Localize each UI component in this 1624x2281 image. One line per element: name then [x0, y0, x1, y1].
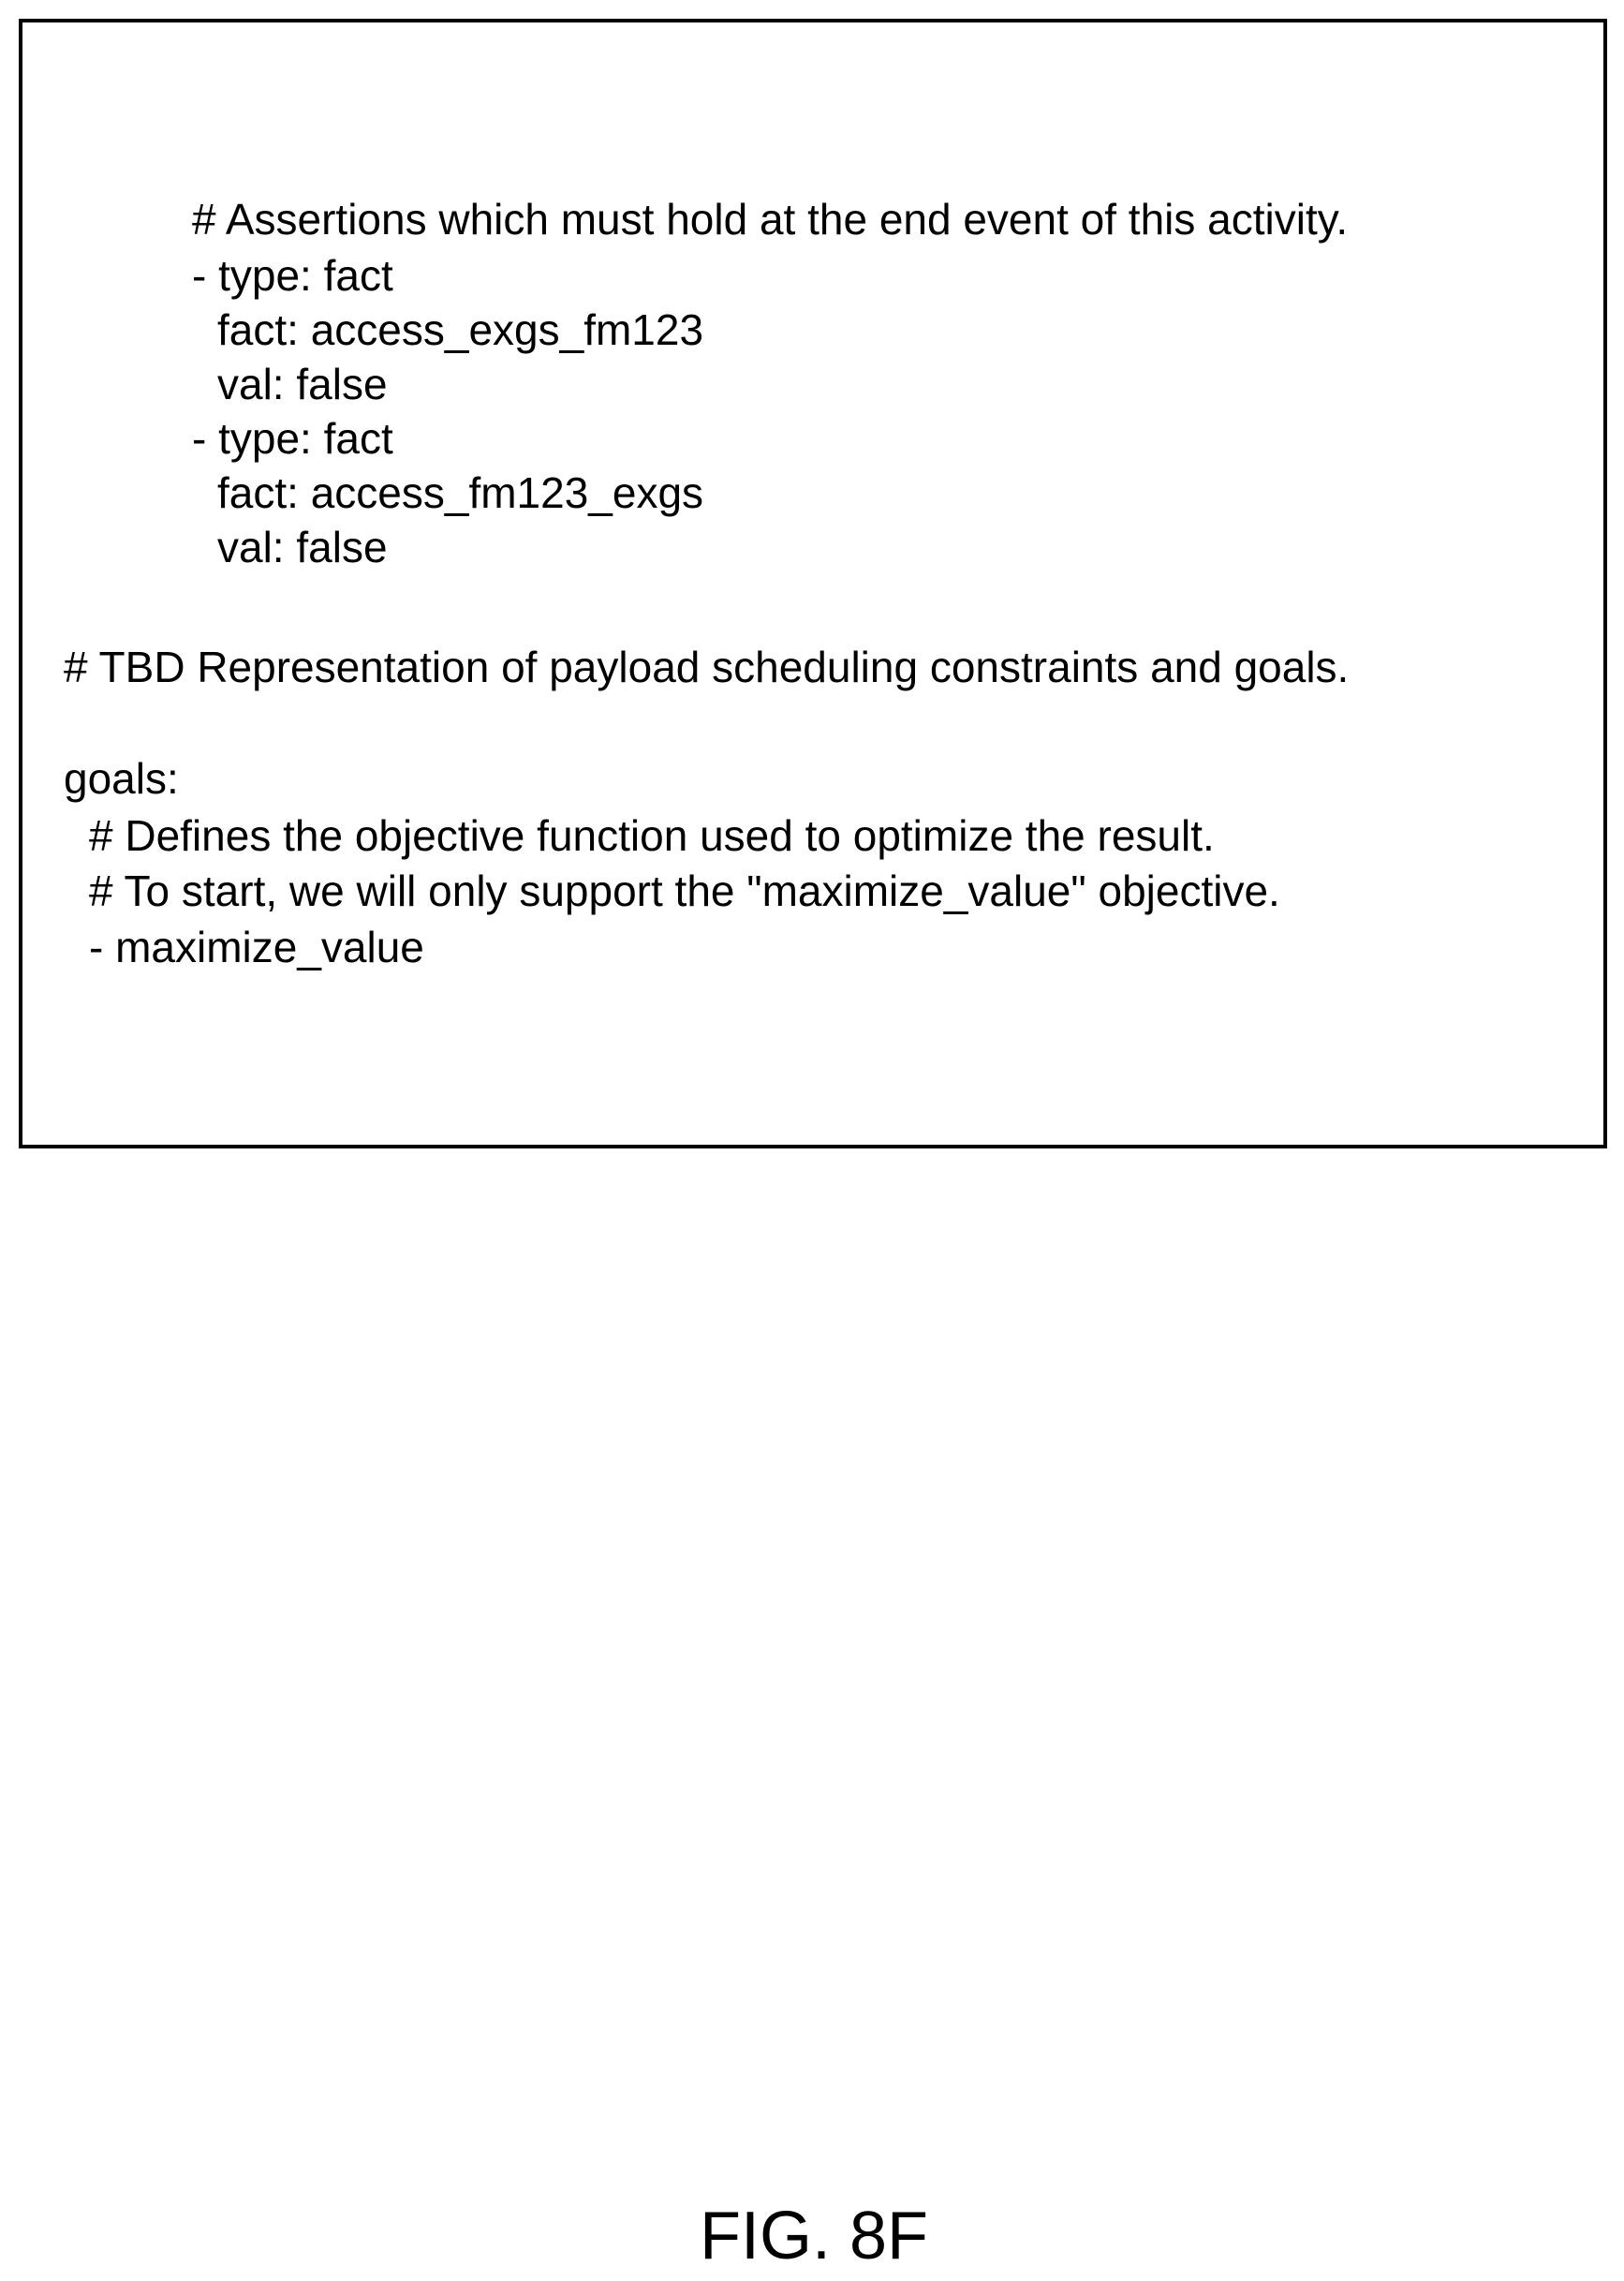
assertion-2-val: val: false: [217, 526, 388, 569]
tbd-comment: # TBD Representation of payload scheduling constraints and goals.: [64, 645, 1349, 689]
assertion-2-type: - type: fact: [192, 417, 393, 460]
goals-comment-1: # Defines the objective function used to optimize the result.: [89, 814, 1215, 857]
figure-label: FIG. 8F: [700, 2202, 928, 2270]
assertion-2-fact: fact: access_fm123_exgs: [217, 471, 703, 514]
code-listing-frame: [19, 19, 1607, 1148]
goals-key: goals:: [64, 757, 179, 800]
assertions-comment: # Assertions which must hold at the end event of this activity.: [192, 198, 1348, 241]
assertion-1-type: - type: fact: [192, 254, 393, 297]
assertion-1-fact: fact: access_exgs_fm123: [217, 308, 703, 351]
assertion-1-val: val: false: [217, 363, 388, 406]
goals-comment-2: # To start, we will only support the "maximize_value" objective.: [89, 869, 1280, 912]
goals-item: - maximize_value: [89, 926, 424, 969]
